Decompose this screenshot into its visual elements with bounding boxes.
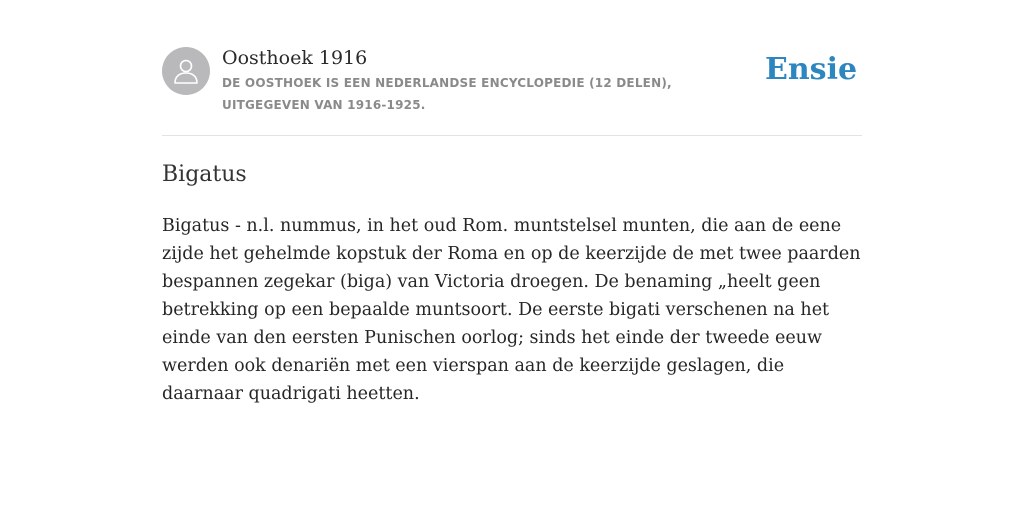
entry-text: Bigatus - n.l. nummus, in het oud Rom. muntstelsel munten, die aan de eene zijde het gehelmde kopstuk der Roma en op de keerzijde de met twee paarden bespannen zegekar (biga) van Victoria droegen. De benaming „heelt geen betrekking op een bepaalde muntsoort. De eerste bigati verschenen na het einde van den eersten Punischen oorlog; sinds het einde der tweede eeuw werden ook denariën met een vierspan aan de keerzijde geslagen, die daarnaar quadrigati heetten. xyxy=(162,216,861,404)
person-silhouette-icon xyxy=(171,56,201,86)
source-title[interactable]: Oosthoek 1916 xyxy=(222,47,368,69)
ensie-logo[interactable]: Ensie xyxy=(765,52,858,87)
source-description: DE OOSTHOEK IS EEN NEDERLANDSE ENCYCLOPEDIE (12 DELEN), UITGEGEVEN VAN 1916-1925. xyxy=(222,76,672,112)
divider xyxy=(162,135,862,136)
source-header xyxy=(162,44,862,136)
entry-title: Bigatus xyxy=(162,162,247,187)
avatar[interactable] xyxy=(162,47,210,95)
